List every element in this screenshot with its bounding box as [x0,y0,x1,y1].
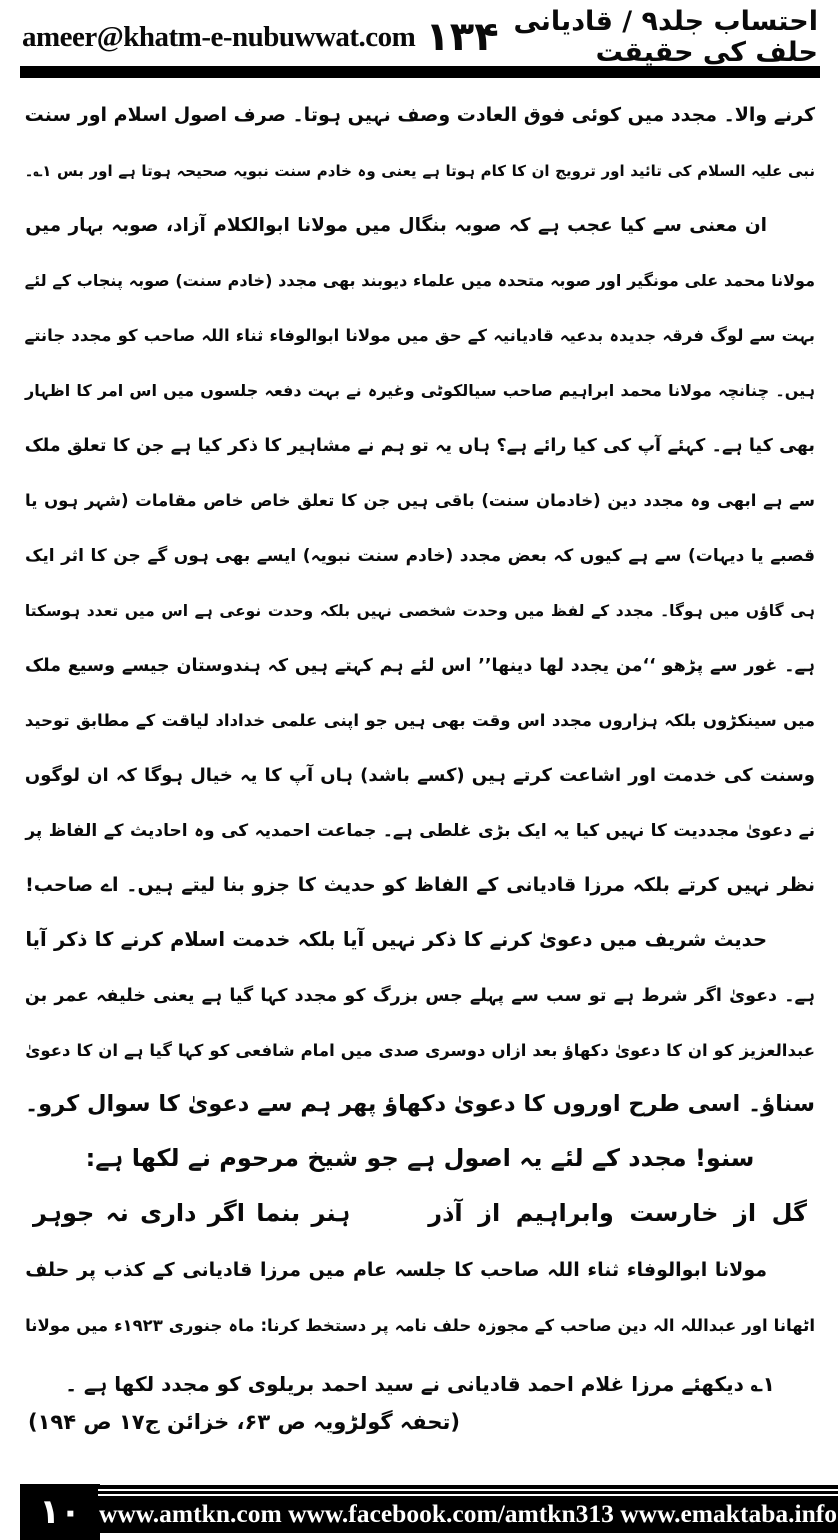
body-text-line-text: نبی علیہ السلام کی تائید اور ترویج ان کا کام ہوتا ہے یعنی وہ خادم سنت نبویہ صحیحہ ہوتا ہے اور بس ۱؎۔ [24,162,815,180]
body-text-line-text: نظر نہیں کرتے بلکہ مرزا قادیانی کے الفاظ کو حدیث کا جزو بنا لیتے ہیں۔ اے صاحب! [25,874,815,896]
body-paragraphs-top [25,86,815,1186]
body-text-line-text: بہت سے لوگ فرقہ جدیدہ بدعیہ قادیانیہ کے حق میں مولانا ابوالوفاء ثناء اللہ صاحب کو مجدد جانتے [24,326,815,345]
footnote-citation [0,1403,840,1441]
footer-links-text: www.amtkn.com www.facebook.com/amtkn313 www.emaktaba.info [98,1499,838,1528]
body-text-line-text: ان معنی سے کیا عجب ہے کہ صوبہ بنگال میں مولانا ابوالکلام آزاد، صوبہ بہار میں [25,215,767,236]
body-text-line [25,526,815,581]
body-text-line [25,416,815,471]
footer-page-number: ۱۰ [20,1484,100,1540]
body-text-line [25,966,815,1021]
body-text-line-text: نے دعویٰ مجددیت کا نہیں کیا یہ ایک بڑی غلطی ہے۔ جماعت احمدیہ کی وہ احادیث کے الفاظ پر [25,821,815,841]
body-text-line [25,801,815,856]
body-text-line [25,86,815,141]
body-text-line [25,746,815,801]
body-text-line-text: وسنت کی خدمت اور اشاعت کرتے ہیں (کسے باشد) ہاں آپ کا یہ خیال ہوگا کہ ان لوگوں [24,765,815,786]
verse-hemistich-left-text: ہنر بنما اگر داری نہ جوہر [32,1199,351,1227]
book-title [500,6,818,68]
book-title-text: احتساب جلد۹ / قادیانی حلف کی حقیقت [513,6,818,68]
body-text-line-text: سنو! مجدد کے لئے یہ اصول ہے جو شیخ مرحوم نے لکھا ہے: [85,1144,755,1172]
body-text-line [25,251,815,306]
body-text-line [25,196,815,251]
email-address [22,21,424,54]
footnote [0,1365,840,1403]
body-text-line-text: سناؤ۔ اسی طرح اوروں کا دعویٰ دکھاؤ پھر ہم سے دعویٰ کا سوال کرو۔ [24,1091,815,1117]
footer-stripe-top [98,1489,838,1491]
footnote-text: ۱؎ دیکھئے مرزا غلام احمد قادیانی نے سید احمد بریلوی کو مجدد لکھا ہے ۔ [65,1372,775,1396]
body-text-line-text: قصبے یا دیہات) سے ہے کیوں کہ بعض مجدد (خادم سنت نبویہ) ایسے بھی ہوں گے جن کا اثر ایک [24,546,815,566]
body-text-line [25,636,815,691]
body-text-line [25,306,815,361]
body-text-line-text: حدیث شریف میں دعویٰ کرنے کا ذکر نہیں آیا بلکہ خدمت اسلام کرنے کا ذکر آیا [25,928,767,951]
footnote-citation-text: (تحفہ گولڑویہ ص ۶۳، خزائن ج۱۷ ص ۱۹۴) [28,1410,460,1434]
body-text-line [25,911,815,966]
body-text-line-text: مولانا محمد علی مونگیر اور صوبہ متحدہ میں علماء دیوبند بھی مجدد (خادم سنت) صوبہ پنجاب کے لئے [24,271,815,290]
body-text [0,78,840,1351]
email-address-text: ameer@khatm-e-nubuwwat.com [22,20,416,53]
verse-hemistich-right [428,1186,807,1241]
body-text-line [25,361,815,416]
body-text-line-text: عبدالعزیز کو ان کا دعویٰ دکھاؤ بعد ازاں دوسری صدی میں امام شافعی کو کہا گیا ہے ان کا دعویٰ [25,1041,815,1060]
body-text-line-text: ہے۔ غور سے پڑھو ‘‘من یجدد لھا دینھا’’ اس لئے ہم کہتے ہیں کہ ہندوستان جیسے وسیع ملک [25,656,815,676]
footer-link-bar [98,1485,838,1533]
body-text-line-text: مولانا ابوالوفاء ثناء اللہ صاحب کا جلسہ عام میں مرزا قادیانی کے کذب پر حلف [25,1259,767,1281]
footer-links [98,1499,838,1529]
body-text-line-text: سے ہے ابھی وہ مجدد دین (خادمان سنت) باقی ہیں جن کا تعلق خاص خاص مقامات (شہر ہوں یا [25,491,815,510]
body-text-line-text: کرنے والا۔ مجدد میں کوئی فوق العادت وصف نہیں ہوتا۔ صرف اصول اسلام اور سنت [24,104,815,126]
page-number: ۱۳۴ [425,14,499,60]
body-text-line [25,691,815,746]
body-text-line-text: اٹھانا اور عبداللہ الہ دین صاحب کے مجوزہ حلف نامہ پر دستخط کرنا: ماہ جنوری ۱۹۲۳ء میں مولانا [25,1316,815,1335]
body-text-line [25,471,815,526]
page-header [0,0,840,68]
verse-hemistich-left [33,1186,350,1241]
body-text-line-text: میں سینکڑوں بلکہ ہزاروں مجدد اس وقت بھی ہیں جو اپنی علمی خداداد لیاقت کے مطابق توحید [24,711,815,730]
body-text-line [25,141,815,196]
body-text-line [25,581,815,636]
body-text-line-text: ہیں۔ چنانچہ مولانا محمد ابراہیم صاحب سیالکوٹی وغیرہ نے بہت دفعہ جلسوں میں اس امر کا اظہار [25,381,815,400]
body-text-line-text: بھی کیا ہے۔ کہئے آپ کی کیا رائے ہے؟ ہاں یہ تو ہم نے مشاہیر کا ذکر کیا ہے جن کا تعلق ملک [24,436,815,456]
verse-hemistich-right-text: گل از خارست وابراہیم از آذر [428,1199,807,1227]
body-text-line [25,1131,815,1186]
footer-stripe-bottom [98,1494,838,1496]
body-text-line-text: ہے۔ دعویٰ اگر شرط ہے تو سب سے پہلے جس بزرگ کو مجدد کہا گیا ہے یعنی خلیفہ عمر بن [24,986,815,1006]
body-text-line [25,1296,815,1351]
verse-line [25,1186,815,1241]
body-text-line-text: ہی گاؤں میں ہوگا۔ مجدد کے لفظ میں وحدت شخصی نہیں بلکہ وحدت نوعی ہے اس میں تعدد ہوسکتا [24,602,815,620]
body-text-line [25,856,815,911]
body-paragraphs-bottom [25,1241,815,1351]
footer-bar [0,1482,840,1540]
body-text-line [25,1076,815,1131]
body-text-line [25,1241,815,1296]
body-text-line [25,1021,815,1076]
